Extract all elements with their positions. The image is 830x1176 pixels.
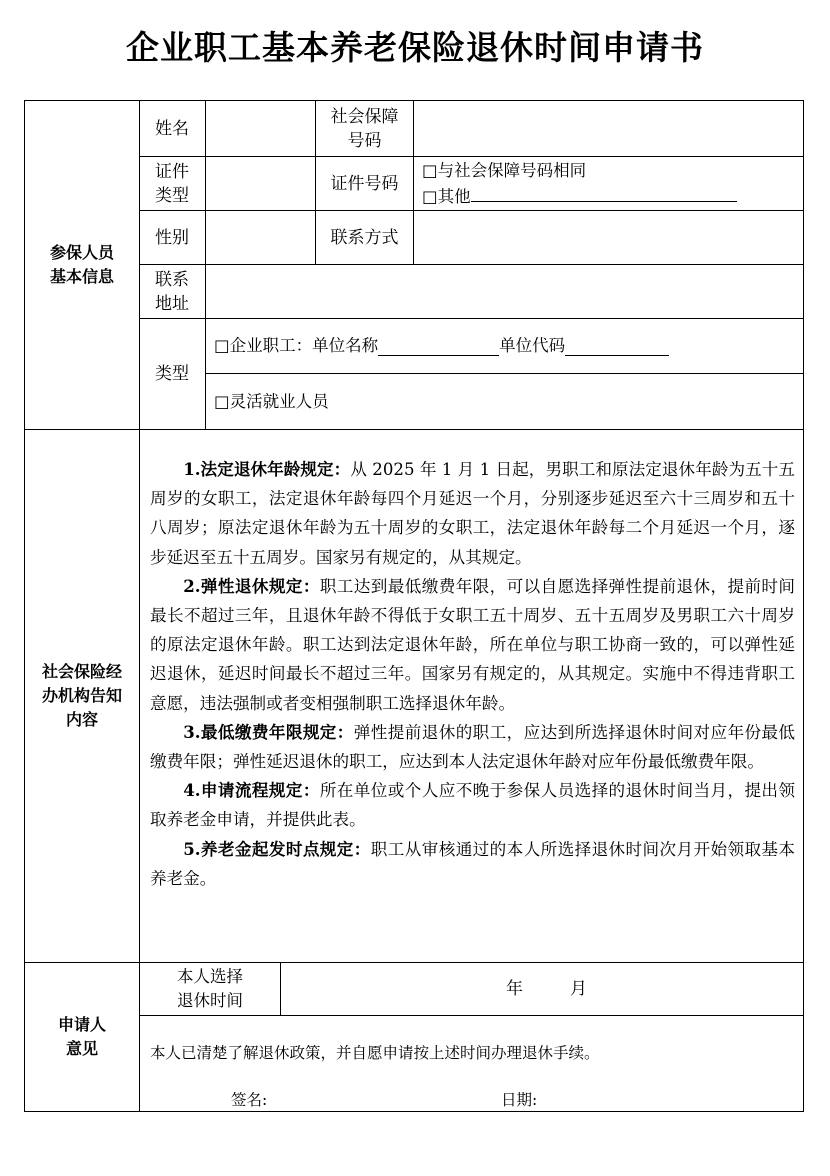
notice-item-2: 2.弹性退休规定：职工达到最低缴费年限，可以自愿选择弹性提前退休，提前时间最长不超过三年，且退休年龄不得低于女职工五十周岁、五十五周岁及男职工六十周岁的原法定退休年龄。职工达到法定退休年龄，所在单位与职工协商一致的，可以弹性延迟退休，延迟时间最长不超过三年。国家另有规定的，从其规定。实施中不得违背职工意愿，违法强制或者变相强制职工选择退休年龄。 (150, 575, 796, 713)
checkbox-flexible-employment[interactable]: □灵活就业人员 (214, 391, 329, 411)
signature-field[interactable] (231, 1088, 431, 1112)
ssn-label: 社会保障 号码 (330, 106, 399, 151)
notice-item-5: 5.养老金起发时点规定：职工从审核通过的本人所选择退休时间次月开始领取基本养老金。 (150, 838, 796, 888)
row-divider (139, 1015, 804, 1016)
name-input[interactable] (206, 101, 315, 156)
section-divider-1 (24, 429, 804, 430)
notice-content (150, 455, 795, 893)
unit-code-label: 单位代码 (499, 336, 566, 355)
table-border-right (803, 100, 804, 1112)
section-column-divider (139, 100, 140, 1112)
ssn-input[interactable] (414, 101, 803, 156)
notice-item-4: 4.申请流程规定：所在单位或个人应不晚于参保人员选择的退休时间当月，提出领取养老金申请，并提供此表。 (150, 780, 796, 830)
year-label: 年 (506, 979, 523, 999)
document-title: 企业职工基本养老保险退休时间申请书 (126, 28, 704, 67)
section-label-applicant: 申请人 意见 (57, 1015, 106, 1058)
notice-item-3: 3.最低缴费年限规定：弹性提前退休的职工，应达到所选择退休时间对应年份最低缴费年限；弹性延迟退休的职工，应达到本人法定退休年龄对应年份最低缴费年限。 (150, 721, 796, 772)
address-input[interactable] (206, 265, 803, 318)
retirement-time-input[interactable] (281, 963, 803, 1015)
id-type-label: 证件 类型 (155, 161, 189, 206)
checkbox-enterprise-employee[interactable]: □企业职工：单位名称 (214, 336, 379, 355)
address-label: 联系 地址 (155, 269, 189, 314)
section-label-notice: 社会保险经 办机构告知 内容 (41, 662, 122, 729)
contact-label: 联系方式 (330, 227, 399, 248)
gender-input[interactable] (206, 211, 315, 264)
contact-input[interactable] (414, 211, 803, 264)
unit-code-blank[interactable] (565, 337, 669, 356)
retirement-time-label: 本人选择 退休时间 (177, 967, 243, 1010)
section-label-line: 参保人员 (49, 243, 114, 262)
checkbox-id-same[interactable]: □与社会保障号码相同 (422, 160, 587, 180)
notice-item-1: 1.法定退休年龄规定：从 2025 年 1 月 1 日起，男职工和原法定退休年龄为五十五周岁的女职工，法定退休年龄每四个月延迟一个月，分别逐步延迟至六十三周岁和五十八周岁；原法定退休年龄为五十周岁的女职工，法定退休年龄每二个月延迟一个月，逐步延迟至五十五周岁。国家另有规定的，从其规定。 (150, 459, 795, 567)
month-label: 月 (570, 979, 587, 999)
date-field[interactable] (501, 1088, 701, 1112)
id-type-input[interactable] (206, 157, 315, 210)
name-label: 姓名 (155, 118, 189, 139)
type-option-flexible-row (214, 374, 802, 429)
date-label: 日期: (501, 1091, 538, 1109)
applicant-statement: 本人已清楚了解退休政策，并自愿申请按上述时间办理退休手续。 (150, 1044, 600, 1062)
unit-name-blank[interactable] (378, 337, 499, 356)
id-number-label: 证件号码 (330, 173, 399, 194)
signature-label: 签名: (231, 1091, 268, 1109)
type-label: 类型 (155, 364, 189, 384)
id-other-blank[interactable] (471, 183, 737, 202)
section-label-line: 基本信息 (49, 267, 114, 286)
section-label-basic-info (25, 101, 139, 429)
id-number-options (422, 157, 802, 210)
type-option-enterprise-row (214, 319, 802, 373)
gender-label: 性别 (155, 227, 189, 248)
checkbox-id-other[interactable]: □其他 (422, 183, 737, 209)
